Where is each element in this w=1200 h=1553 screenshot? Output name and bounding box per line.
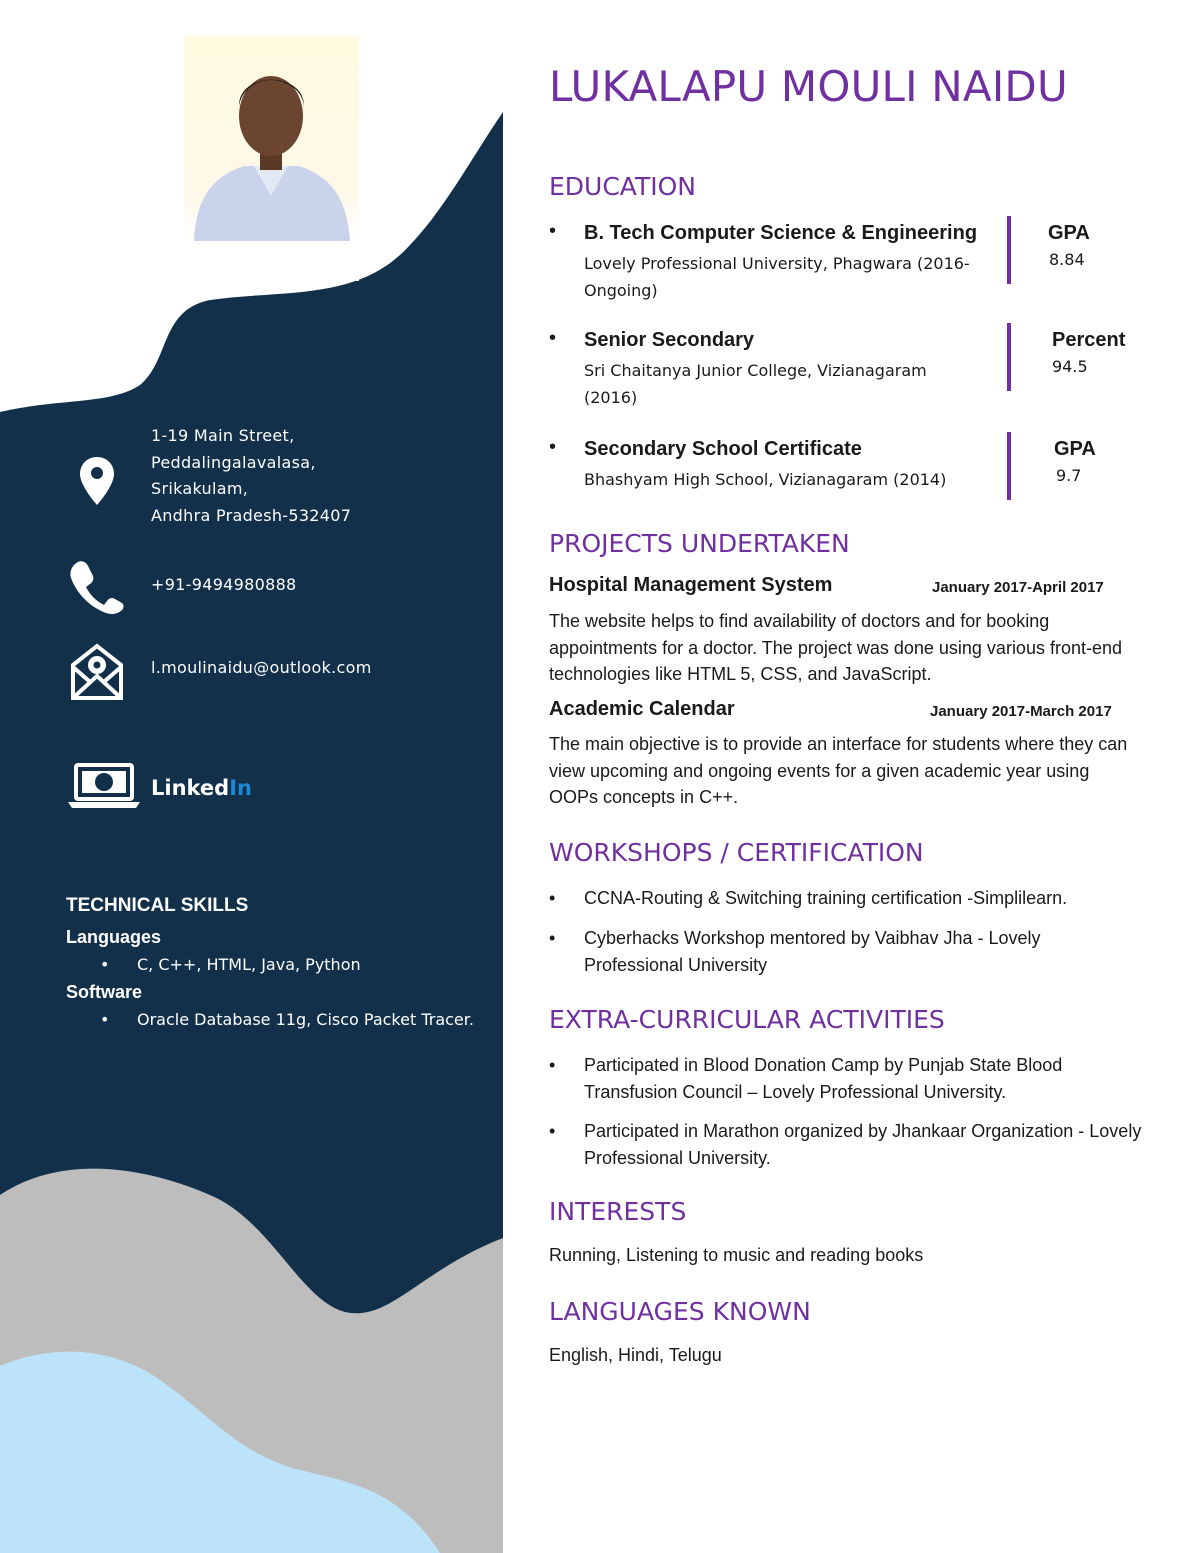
address-line: Srikakulam,: [151, 479, 249, 498]
bullet: •: [549, 327, 557, 349]
bullet: •: [549, 888, 556, 908]
languages-label: Languages: [66, 927, 162, 947]
education-heading: EDUCATION: [549, 172, 696, 201]
score-label: GPA: [1054, 438, 1096, 460]
education-item: [549, 329, 1149, 409]
address-block: [151, 423, 351, 529]
score-value: 9.7: [1056, 466, 1082, 485]
institution: Lovely Professional University, Phagwara (2016-Ongoing): [584, 254, 970, 300]
extracurricular-heading: EXTRA-CURRICULAR ACTIVITIES: [549, 1005, 945, 1034]
activity-text: Participated in Marathon organized by Jhankaar Organization - Lovely Professional University.: [584, 1121, 1142, 1168]
workshop-text: CCNA-Routing & Switching training certification -Simplilearn.: [584, 888, 1068, 908]
linkedin-text: Linked: [151, 776, 230, 800]
divider-bar: [1007, 216, 1011, 284]
score-label: GPA: [1048, 222, 1090, 244]
education-item: [549, 222, 1149, 302]
project-description: The main objective is to provide an interface for students where they can view upcoming and ongoing events for a given academic year using OOPs concepts in C++.: [549, 734, 1128, 807]
institution: Bhashyam High School, Vizianagaram (2014): [584, 470, 947, 489]
project-description: The website helps to find availability of doctors and for booking appointments for a doctor. The project was done using various front-end technologies like HTML 5, CSS, and JavaScript.: [549, 611, 1123, 684]
project-title: Academic Calendar: [549, 698, 735, 720]
bullet: •: [549, 1055, 556, 1075]
workshops-heading: WORKSHOPS / CERTIFICATION: [549, 838, 924, 867]
score-label: Percent: [1052, 329, 1126, 351]
interests-heading: INTERESTS: [549, 1197, 687, 1226]
score-value: 8.84: [1049, 250, 1085, 269]
activity-text: Participated in Blood Donation Camp by Punjab State Blood Transfusion Council – Lovely Professional University.: [584, 1055, 1063, 1102]
institution: Sri Chaitanya Junior College, Vizianagaram (2016): [584, 361, 927, 407]
bullet: •: [549, 1121, 556, 1141]
email-address[interactable]: l.moulinaidu@outlook.com: [151, 658, 372, 677]
languages-known-heading: LANGUAGES KNOWN: [549, 1297, 811, 1326]
skills-heading: TECHNICAL SKILLS: [66, 895, 249, 916]
location-pin-icon: [80, 457, 114, 505]
candidate-name: LUKALAPU MOULI NAIDU: [549, 62, 1068, 111]
profile-photo: [184, 36, 359, 281]
education-item: [549, 438, 1149, 518]
linkedin-in-text: In: [229, 776, 252, 800]
software-list: • Oracle Database 11g, Cisco Packet Tracer.: [66, 1006, 486, 1033]
address-line: Peddalingalavalasa,: [151, 452, 316, 472]
languages-list: • C, C++, HTML, Java, Python: [66, 951, 486, 978]
languages-known-text: English, Hindi, Telugu: [549, 1345, 722, 1365]
envelope-icon: [70, 643, 124, 701]
technical-skills: [66, 893, 486, 1033]
workshop-text: Cyberhacks Workshop mentored by Vaibhav Jha - Lovely Professional University: [584, 928, 1041, 975]
interests-text: Running, Listening to music and reading books: [549, 1245, 924, 1265]
software-label: Software: [66, 982, 143, 1002]
projects-heading: PROJECTS UNDERTAKEN: [549, 529, 850, 558]
score-value: 94.5: [1052, 357, 1088, 376]
phone-number[interactable]: +91-9494980888: [151, 575, 297, 594]
linkedin-link[interactable]: [151, 776, 252, 800]
project-title: Hospital Management System: [549, 574, 833, 596]
bullet: •: [549, 928, 556, 948]
bullet: •: [549, 436, 557, 458]
degree: Secondary School Certificate: [584, 438, 862, 460]
degree: Senior Secondary: [584, 329, 755, 351]
phone-icon: [68, 560, 124, 614]
laptop-icon: [66, 762, 142, 810]
address-line: 1-19 Main Street,: [151, 426, 295, 445]
project-dates: January 2017-April 2017: [932, 579, 1104, 596]
degree: B. Tech Computer Science & Engineering: [584, 222, 978, 244]
divider-bar: [1007, 323, 1011, 391]
project-dates: January 2017-March 2017: [930, 703, 1112, 720]
bullet: •: [549, 220, 557, 242]
address-line: Andhra Pradesh-532407: [151, 505, 352, 525]
divider-bar: [1007, 432, 1011, 500]
